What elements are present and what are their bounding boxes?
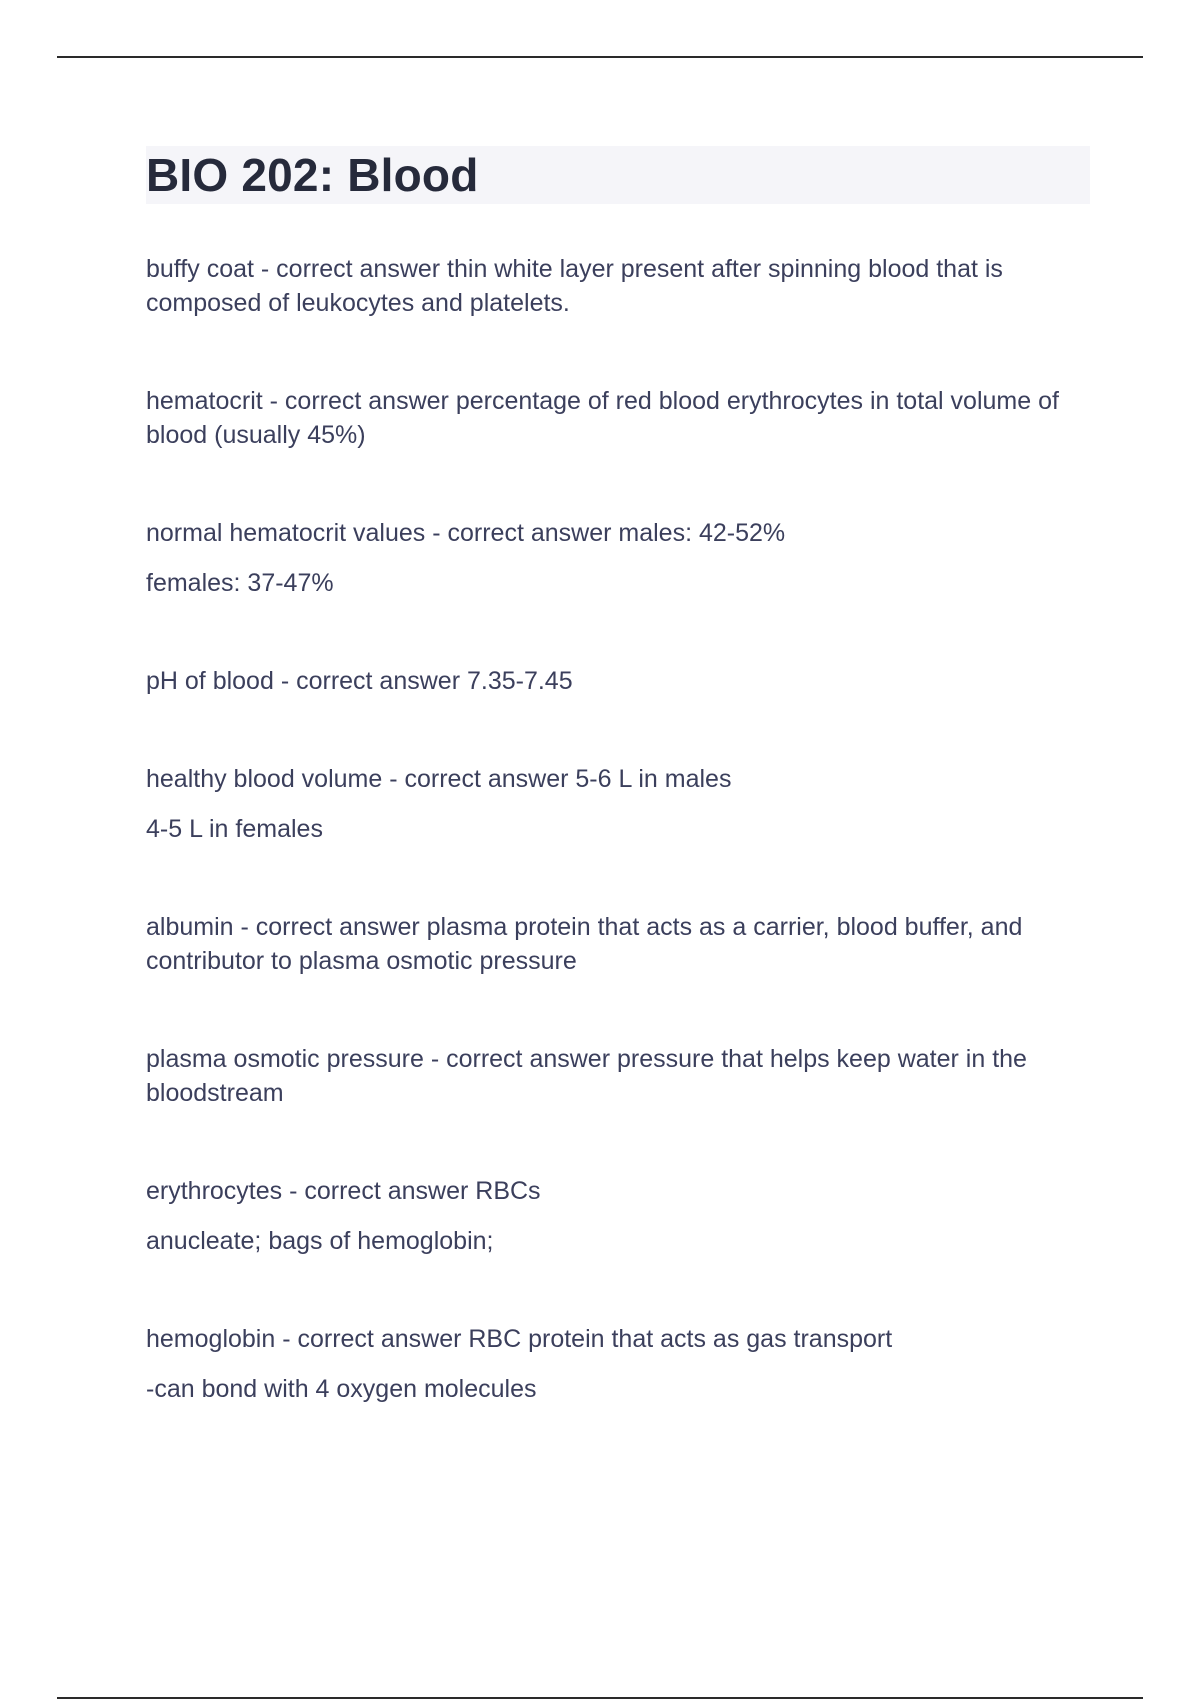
- flashcard-entry-buffy-coat: [146, 252, 1090, 320]
- entry-extra-line: 4-5 L in females: [146, 815, 323, 843]
- entry-text: buffy coat - correct answer thin white layer present after spinning blood that is composed of leukocytes and platelets.: [146, 255, 1003, 317]
- flashcard-entry-erythrocytes: [146, 1174, 1090, 1258]
- entry-text: healthy blood volume - correct answer 5-6 L in males: [146, 765, 732, 793]
- entry-text: normal hematocrit values - correct answer males: 42-52%: [146, 519, 786, 547]
- flashcard-entry-normal-hematocrit-values: [146, 516, 1090, 600]
- flashcard-entry-ph-of-blood: [146, 664, 1090, 698]
- entry-text: erythrocytes - correct answer RBCs: [146, 1177, 541, 1205]
- top-divider: [57, 56, 1143, 58]
- entry-text: albumin - correct answer plasma protein that acts as a carrier, blood buffer, and contributor to plasma osmotic pressure: [146, 913, 1023, 975]
- entry-text: hematocrit - correct answer percentage of red blood erythrocytes in total volume of blood (usually 45%): [146, 387, 1059, 449]
- entry-text: pH of blood - correct answer 7.35-7.45: [146, 667, 573, 695]
- entry-text: plasma osmotic pressure - correct answer pressure that helps keep water in the bloodstream: [146, 1045, 1027, 1107]
- flashcard-entry-hematocrit: [146, 384, 1090, 452]
- entry-extra-line: females: 37-47%: [146, 569, 334, 597]
- entry-text: hemoglobin - correct answer RBC protein that acts as gas transport: [146, 1325, 893, 1353]
- document-body: [146, 146, 1090, 1470]
- flashcard-entry-albumin: [146, 910, 1090, 978]
- flashcard-entry-hemoglobin: [146, 1322, 1090, 1406]
- page-title: BIO 202: Blood: [146, 149, 479, 201]
- bottom-divider: [57, 1697, 1143, 1699]
- title-bar: [146, 146, 1090, 204]
- entry-extra-line: anucleate; bags of hemoglobin;: [146, 1227, 494, 1255]
- flashcard-list: [146, 252, 1090, 1406]
- entry-extra-line: -can bond with 4 oxygen molecules: [146, 1375, 537, 1403]
- flashcard-entry-plasma-osmotic-pressure: [146, 1042, 1090, 1110]
- flashcard-entry-healthy-blood-volume: [146, 762, 1090, 846]
